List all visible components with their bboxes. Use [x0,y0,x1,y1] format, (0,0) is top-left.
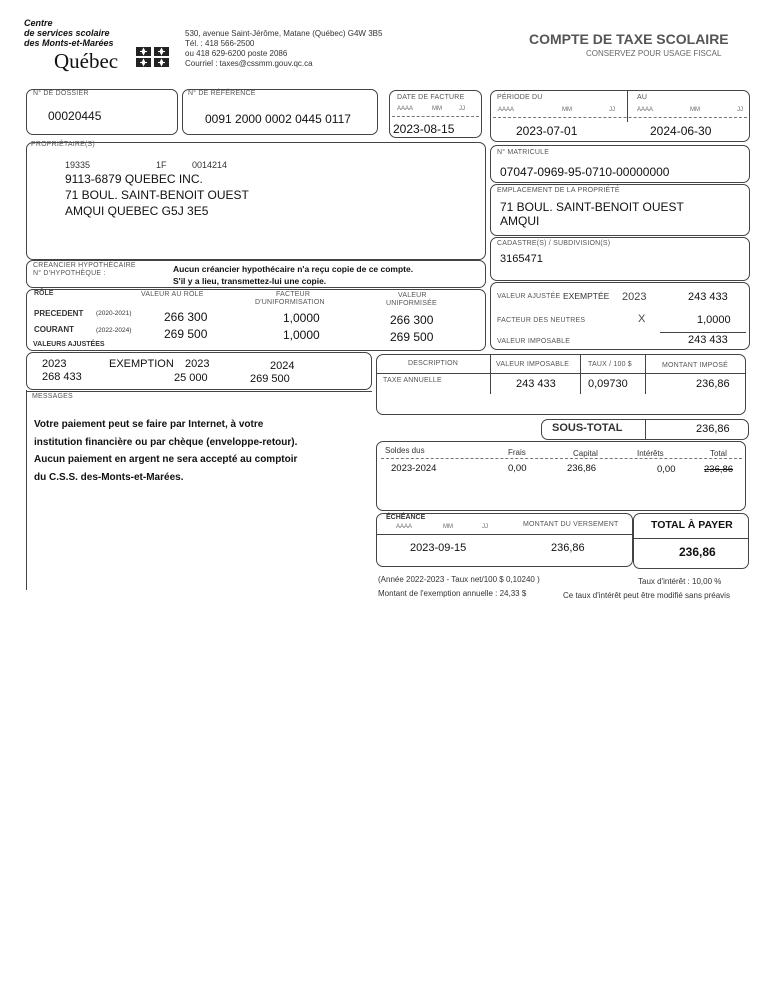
org-contact [185,29,382,69]
va-value3: 269 500 [250,373,290,385]
echeance-montant: 236,86 [551,542,585,554]
org-line3: des Monts-et-Marées [24,38,114,48]
total-header: Total [710,449,727,458]
tax-desc: TAXE ANNUELLE [383,377,442,384]
footer-taux-net: (Année 2022-2023 - Taux net/100 $ 0,10240 ) [378,575,540,584]
dossier-label: N° DE DOSSIER [33,90,89,97]
periode-au-label: AU [637,94,648,101]
role-unif-header2: UNIFORMISÉE [386,300,437,307]
org-line1: Centre [24,18,53,28]
imposable-label: VALEUR IMPOSABLE [497,338,571,345]
periode-au-value: 2024-06-30 [650,124,712,138]
proprietaire-label: PROPRIÉTAIRE(S) [31,141,95,148]
emplacement-label: EMPLACEMENT DE LA PROPRIÉTÉ [497,187,620,194]
facture-value: 2023-08-15 [393,122,455,136]
va-year2: 2023 [185,358,210,370]
capital-header: Capital [573,449,598,458]
matricule-value: 07047-0969-95-0710-00000000 [500,165,670,179]
document-subtitle: CONSERVEZ POUR USAGE FISCAL [586,49,722,58]
role-row-valeur: 266 300 [164,310,208,324]
periode-mm-2: MM [690,107,700,113]
periode-mm-1: MM [562,107,572,113]
org-address: 530, avenue Saint-Jérôme, Matane (Québec) G4W 3B5 [185,29,383,38]
role-row-unif: 266 300 [390,313,434,327]
tax-valeur-header: VALEUR IMPOSABLE [496,361,570,368]
tax-montant: 236,86 [696,378,730,390]
tax-desc-header: DESCRIPTION [408,360,459,367]
messages-label: MESSAGES [32,393,73,400]
va-year1: 2023 [42,358,67,370]
message-line4: du C.S.S. des-Monts-et-Marées. [34,471,184,483]
imposable-value: 243 433 [688,334,728,346]
soldes-capital: 236,86 [567,463,597,474]
role-row-name: PRECEDENT [34,309,84,318]
periode-du-label: PÉRIODE DU [497,94,543,101]
facteur-x: X [638,313,646,325]
echeance-label: ÉCHÉANCE [386,514,426,521]
reference-label: N° DE RÉFÉRENCE [188,90,256,97]
owner-code3: 0014214 [192,160,228,170]
frais-header: Frais [508,448,526,457]
tax-valeur: 243 433 [516,378,556,390]
soldes-year: 2023-2024 [391,463,437,474]
soustotal-label: SOUS-TOTAL [552,422,623,434]
matricule-label: N° MATRICULE [497,149,550,156]
role-row-valeur: 269 500 [164,327,208,341]
role-valeur-header: VALEUR AU RÔLE [141,291,204,298]
tax-taux-header: TAUX / 100 $ [588,361,632,368]
role-row-years: (2022-2024) [96,327,132,334]
messages-body [34,416,297,486]
facteur-value: 1,0000 [697,314,731,326]
facture-jj: JJ [459,106,465,112]
ajustee-exemptee-label: EXEMPTÉE [563,291,610,301]
emplacement-line1: 71 BOUL. SAINT-BENOIT OUEST [500,200,684,214]
cadastre-value: 3165471 [500,253,543,265]
va-exemption-title: EXEMPTION [109,358,174,370]
ajustee-label: VALEUR AJUSTÉE [497,293,561,300]
footer-interet: Taux d'intérêt : 10,00 % [638,577,722,586]
role-facteur-header2: D'UNIFORMISATION [255,299,325,306]
message-line3: Aucun paiement en argent ne sera accepté au comptoir [34,454,298,465]
total-value: 236,86 [679,545,716,559]
org-email: Courriel : taxes@cssmm.gouv.qc.ca [185,59,313,68]
versement-label: MONTANT DU VERSEMENT [523,521,619,528]
periode-jj-2: JJ [737,107,743,113]
role-facteur-header1: FACTEUR [276,291,311,298]
owner-code1: 19335 [65,160,91,170]
tax-taux: 0,09730 [588,378,628,390]
soustotal-value: 236,86 [696,423,730,435]
periode-aaaa-1: AAAA [498,107,515,113]
logo-word: Québec [54,49,119,73]
role-row-years: (2020-2021) [96,310,132,317]
owner-address1: 71 BOUL. SAINT-BENOIT OUEST [65,188,249,202]
cadastre-label: CADASTRE(S) / SUBDIVISION(S) [497,240,611,247]
periode-jj-1: JJ [609,107,615,113]
total-label: TOTAL À PAYER [651,519,733,531]
facture-mm: MM [432,106,442,112]
soldes-header: Soldes dus [385,446,425,455]
emplacement-line2: AMQUI [500,214,540,228]
reference-value: 0091 2000 0002 0445 0117 [205,112,351,126]
creancier-msg1: Aucun créancier hypothécaire n'a reçu copie de ce compte. [173,264,414,274]
creancier-msg2: S'il y a lieu, transmettez-lui une copie. [173,276,327,286]
message-line1: Votre paiement peut se faire par Internet, à votre [34,419,264,430]
soldes-total: 236,86 [704,464,734,475]
echeance-jj: JJ [482,524,488,530]
document-title: COMPTE DE TAXE SCOLAIRE [529,31,729,47]
echeance-aaaa: AAAA [396,524,413,530]
role-row-name: COURANT [34,325,74,334]
org-tel2: ou 418 629-6200 poste 2086 [185,49,288,58]
role-unif-header1: VALEUR [398,292,427,299]
ajustee-year: 2023 [622,291,647,303]
tax-montant-header: MONTANT IMPOSÉ [662,362,728,369]
message-line2: institution financière ou par chèque (enveloppe-retour). [34,436,298,448]
owner-code2: 1F [156,160,167,170]
owner-name: 9113-6879 QUEBEC INC. [65,172,203,186]
role-row-facteur: 1,0000 [283,328,320,342]
interets-header: Intérêts [637,449,664,458]
org-tel: Tél. : 418 566-2500 [185,39,255,48]
echeance-date: 2023-09-15 [410,542,467,554]
quebec-logo [54,49,118,73]
facteur-neutres-label: FACTEUR DES NEUTRES [497,317,586,324]
owner-address2: AMQUI QUEBEC G5J 3E5 [65,204,209,218]
facture-aaaa: AAAA [397,106,414,112]
creancier-label2: N° D'HYPOTHÈQUE : [33,270,106,277]
soldes-frais: 0,00 [508,463,527,474]
role-row-facteur: 1,0000 [283,311,320,325]
periode-du-value: 2023-07-01 [516,124,578,138]
ajustee-value: 243 433 [688,291,728,303]
va-value2: 25 000 [174,372,208,384]
creancier-label1: CRÉANCIER HYPOTHÉCAIRE [33,262,136,269]
footer-note: Ce taux d'intérêt peut être modifié sans préavis [563,591,730,600]
org-name [24,18,114,48]
facture-label: DATE DE FACTURE [397,94,465,101]
soldes-interets: 0,00 [657,464,676,475]
fleur-de-lis-flag-icon [136,47,170,67]
role-row-unif: 269 500 [390,330,434,344]
valeurs-ajustees-label: VALEURS AJUSTÉES [33,341,105,348]
role-header: RÔLE [34,290,54,297]
org-line2: de services scolaire [24,28,110,38]
soldes-box [376,441,746,511]
footer-exemption: Montant de l'exemption annuelle : 24,33 $ [378,589,527,598]
va-year3: 2024 [270,360,295,372]
periode-aaaa-2: AAAA [637,107,654,113]
va-value1: 268 433 [42,371,82,383]
echeance-mm: MM [443,524,453,530]
dossier-value: 00020445 [48,109,102,123]
